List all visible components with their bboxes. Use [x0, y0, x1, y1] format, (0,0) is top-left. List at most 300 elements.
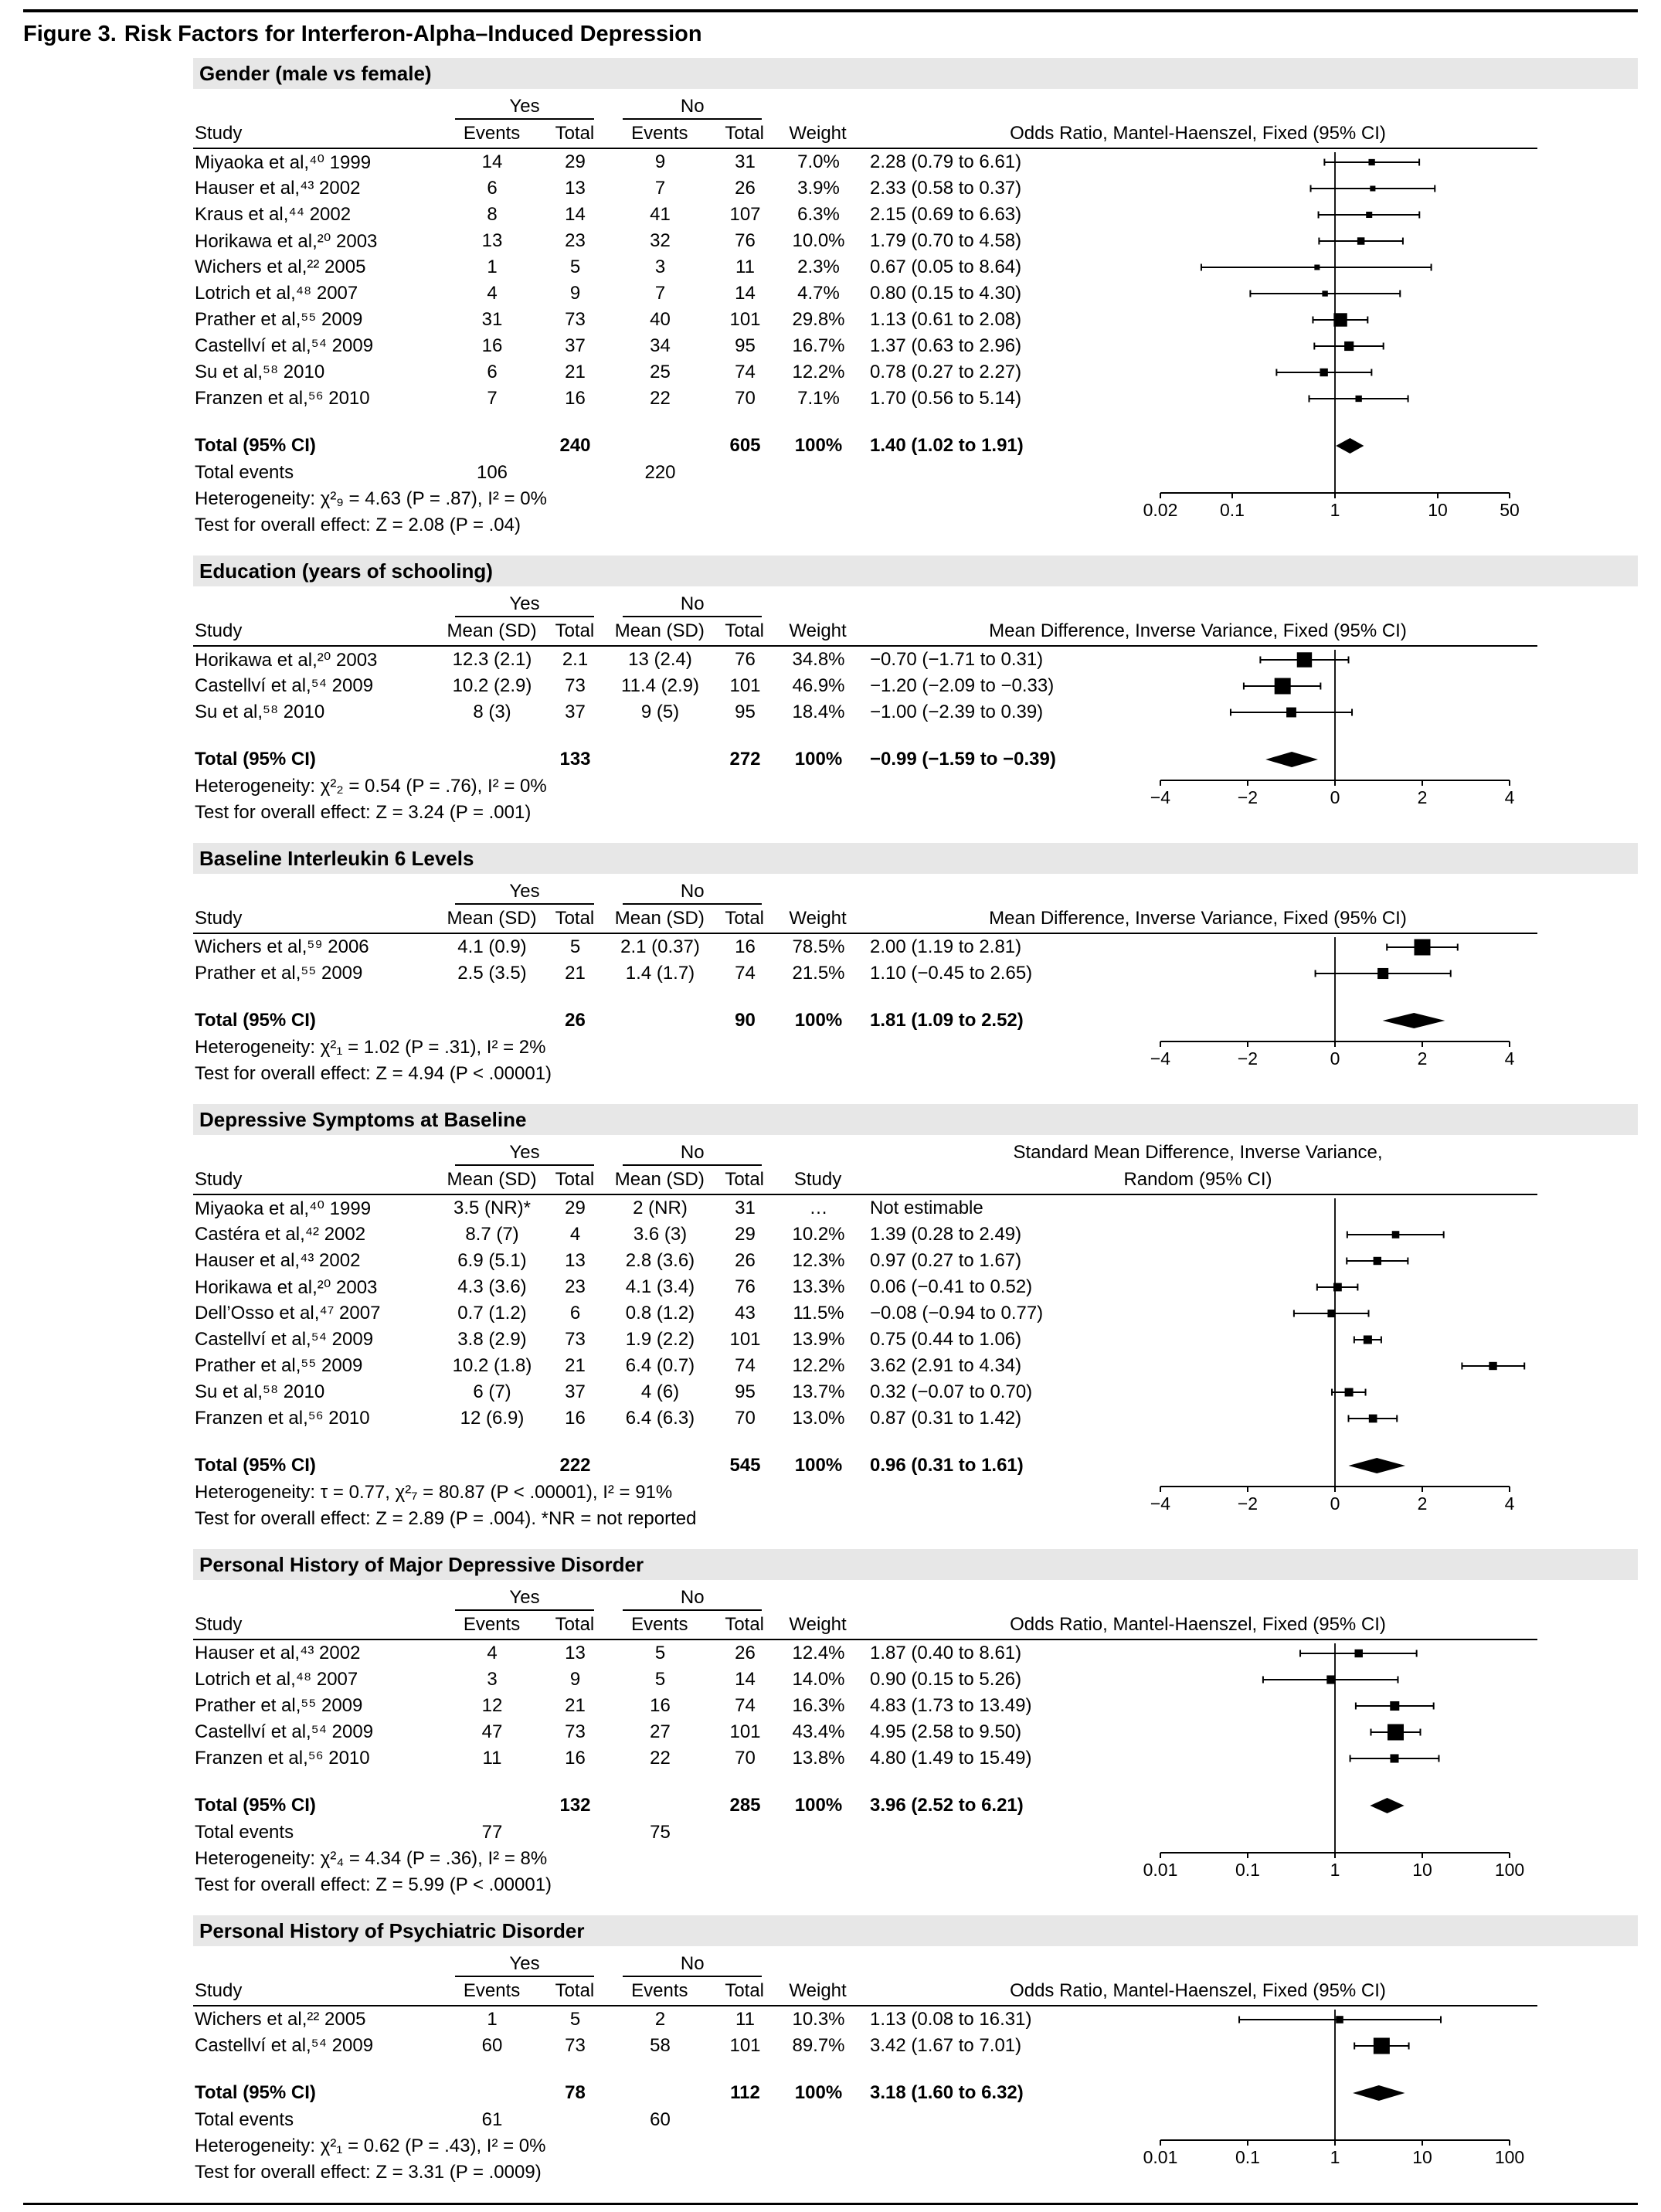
total-events-row — [193, 1820, 1537, 1846]
column-header-1: Events — [463, 1980, 521, 2001]
group2-total: 101 — [729, 309, 761, 330]
column-header-1: Mean (SD) — [447, 1169, 537, 1190]
weight-value: 7.0% — [797, 151, 840, 172]
study-row — [193, 1693, 1537, 1719]
column-header-0: Study — [195, 908, 243, 929]
group2-total: 11 — [735, 257, 755, 277]
group1-value: 1 — [487, 257, 498, 277]
group2-value: 22 — [650, 388, 671, 409]
study-row — [193, 960, 1537, 987]
group-no — [607, 1585, 777, 1611]
study-name: Hauser et al,⁴³ 2002 — [195, 1643, 361, 1663]
effect-estimate-text: 1.87 (0.40 to 8.61) — [870, 1643, 1022, 1663]
spacer-row — [193, 1432, 1537, 1452]
section-header-history-mdd — [193, 1549, 1638, 1580]
study-name: Su et al,⁵⁸ 2010 — [195, 362, 325, 382]
effect-estimate-text: −1.00 (−2.39 to 0.39) — [870, 702, 1044, 722]
group1-value: 10.2 (2.9) — [452, 675, 532, 696]
group2-value: 4.1 (3.4) — [625, 1276, 695, 1297]
group-header-row — [193, 1951, 1537, 1977]
group1-total: 73 — [565, 1329, 586, 1350]
section-title: Baseline Interleukin 6 Levels — [199, 847, 474, 870]
group-no-label: No — [623, 1142, 762, 1166]
panel-body-history-psychiatric — [193, 1951, 1537, 2186]
spacer-row — [193, 412, 1537, 432]
group2-value: 11.4 (2.9) — [621, 675, 699, 696]
group2-value: 5 — [654, 1643, 666, 1663]
group1-value: 12 — [481, 1695, 503, 1716]
panel-body-education — [193, 591, 1537, 826]
column-header-5: Weight — [789, 908, 847, 929]
effect-estimate-text: −0.08 (−0.94 to 0.77) — [870, 1303, 1044, 1323]
study-name: Prather et al,⁵⁵ 2009 — [195, 963, 363, 984]
section-header-education — [193, 556, 1638, 586]
group2-value: 25 — [650, 362, 671, 382]
group2-value: 5 — [654, 1669, 666, 1690]
group1-total: 16 — [565, 1408, 586, 1429]
study-row — [193, 647, 1537, 673]
axis-tick-label: 10 — [1412, 2146, 1432, 2167]
panel-body-history-mdd — [193, 1585, 1537, 1898]
total-weight: 100% — [794, 749, 843, 770]
study-name: Miyaoka et al,⁴⁰ 1999 — [195, 151, 372, 173]
weight-value: 6.3% — [797, 204, 840, 225]
effect-estimate-text: 0.80 (0.15 to 4.30) — [870, 283, 1022, 304]
weight-value: 4.7% — [797, 283, 840, 304]
group1-total: 2.1 — [562, 649, 589, 670]
group1-total: 9 — [569, 1669, 581, 1690]
section-title: Personal History of Psychiatric Disorder — [199, 1919, 585, 1942]
axis-tick-label: −2 — [1237, 787, 1258, 807]
group-yes-label: Yes — [455, 1142, 594, 1166]
study-row — [193, 1274, 1537, 1300]
total-group1-n: 222 — [559, 1455, 591, 1476]
bottom-rule — [23, 2203, 1638, 2205]
study-name: Castellví et al,⁵⁴ 2009 — [195, 675, 374, 696]
effect-estimate-text: −0.70 (−1.71 to 0.31) — [870, 649, 1044, 670]
total-effect-text: 0.96 (0.31 to 1.61) — [870, 1455, 1024, 1476]
study-name: Prather et al,⁵⁵ 2009 — [195, 1355, 363, 1376]
group2-value: 16 — [650, 1695, 671, 1716]
group2-total: 16 — [735, 936, 756, 957]
total-row — [193, 432, 1537, 460]
group2-total: 29 — [735, 1224, 756, 1245]
effect-estimate-text: Not estimable — [870, 1198, 983, 1218]
group1-total: 13 — [565, 178, 586, 199]
axis-tick-label: 2 — [1417, 1493, 1428, 1514]
column-header-2: Total — [555, 1614, 595, 1635]
column-header-3: Events — [631, 1980, 688, 2001]
group-no — [607, 591, 777, 617]
weight-value: 12.2% — [792, 362, 845, 382]
group1-value: 10.2 (1.8) — [452, 1355, 532, 1376]
axis-tick-label: 0.01 — [1143, 2146, 1178, 2167]
effect-estimate-text: 0.90 (0.15 to 5.26) — [870, 1669, 1022, 1690]
column-header-3: Mean (SD) — [614, 908, 705, 929]
group2-total: 26 — [735, 1250, 756, 1271]
group-no-label: No — [623, 593, 762, 617]
effect-estimate-text: 2.28 (0.79 to 6.61) — [870, 151, 1022, 172]
weight-value: 21.5% — [792, 963, 845, 984]
group1-value: 31 — [481, 309, 503, 330]
axis-tick-label: 1 — [1330, 499, 1340, 520]
effect-estimate-text: 2.00 (1.19 to 2.81) — [870, 936, 1022, 957]
section-title: Personal History of Major Depressive Disorder — [199, 1553, 644, 1576]
group1-value: 6 — [487, 178, 498, 199]
weight-value: 10.0% — [792, 230, 845, 251]
group2-total: 26 — [735, 178, 756, 199]
section-header-depressive-symptoms — [193, 1104, 1638, 1135]
group-yes — [442, 878, 608, 905]
group2-total: 26 — [735, 1643, 756, 1663]
axis-tick-label: −4 — [1150, 787, 1171, 807]
group-yes-label: Yes — [455, 881, 594, 905]
total-label: Total (95% CI) — [195, 1010, 316, 1031]
effect-estimate-text: 2.15 (0.69 to 6.63) — [870, 204, 1022, 225]
axis-tick-label: −2 — [1237, 1493, 1258, 1514]
group1-value: 13 — [481, 230, 503, 251]
column-header-0: Study — [195, 1980, 243, 2001]
weight-value: 14.0% — [792, 1669, 845, 1690]
group1-value: 7 — [487, 388, 498, 409]
effect-estimate-text: 2.33 (0.58 to 0.37) — [870, 178, 1022, 199]
group2-total: 31 — [735, 1198, 756, 1218]
study-name: Su et al,⁵⁸ 2010 — [195, 1381, 325, 1402]
group1-total: 9 — [569, 283, 581, 304]
group-no — [607, 878, 777, 905]
group2-total: 76 — [735, 1276, 756, 1297]
overall-test-row — [193, 1506, 1537, 1532]
group1-value: 47 — [481, 1721, 503, 1742]
weight-value: 13.8% — [792, 1748, 845, 1769]
column-header-1: Events — [463, 123, 521, 144]
spacer-row — [193, 725, 1537, 746]
effect-header: Odds Ratio, Mantel-Haenszel, Fixed (95% CI) — [1010, 1980, 1386, 2001]
group-yes-label: Yes — [455, 1953, 594, 1977]
group1-value: 14 — [481, 151, 503, 172]
heterogeneity-text: Heterogeneity: χ²₁ = 0.62 (P = .43), I² = 0% — [195, 2136, 546, 2156]
study-row — [193, 1745, 1537, 1772]
axis-tick-label: 0.01 — [1143, 1859, 1178, 1880]
total-effect-text: 1.40 (1.02 to 1.91) — [870, 435, 1024, 456]
effect-header-line1: Standard Mean Difference, Inverse Variance, — [1013, 1142, 1383, 1163]
study-name: Franzen et al,⁵⁶ 2010 — [195, 1408, 370, 1429]
column-header-1: Events — [463, 1614, 521, 1635]
group2-total: 11 — [735, 2009, 755, 2030]
group1-total: 37 — [565, 1381, 586, 1402]
axis-tick-label: 0.1 — [1235, 2146, 1260, 2167]
total-label: Total (95% CI) — [195, 1455, 316, 1476]
weight-value: 12.3% — [792, 1250, 845, 1271]
group1-total: 73 — [565, 675, 586, 696]
study-name: Hauser et al,⁴³ 2002 — [195, 178, 361, 199]
total-events-group1: 61 — [481, 2109, 503, 2130]
column-header-2: Total — [555, 123, 595, 144]
effect-estimate-text: 1.79 (0.70 to 4.58) — [870, 230, 1022, 251]
group1-total: 21 — [565, 1355, 586, 1376]
study-row — [193, 228, 1537, 254]
group1-value: 1 — [487, 2009, 498, 2030]
group1-value: 6 — [487, 362, 498, 382]
column-header-row — [193, 1611, 1537, 1640]
group-header-row — [193, 591, 1537, 617]
group1-value: 6 (7) — [473, 1381, 511, 1402]
group2-total: 31 — [735, 151, 756, 172]
group2-value: 34 — [650, 335, 671, 356]
total-group2-n: 285 — [729, 1795, 761, 1816]
study-row — [193, 1405, 1537, 1432]
axis-tick-label: −4 — [1150, 1493, 1171, 1514]
effect-estimate-text: 0.87 (0.31 to 1.42) — [870, 1408, 1022, 1429]
group2-total: 76 — [735, 230, 756, 251]
group2-value: 2.1 (0.37) — [620, 936, 700, 957]
study-name: Kraus et al,⁴⁴ 2002 — [195, 204, 352, 225]
total-events-group1: 106 — [476, 462, 508, 483]
effect-estimate-text: 1.39 (0.28 to 2.49) — [870, 1224, 1022, 1245]
group1-value: 0.7 (1.2) — [457, 1303, 527, 1323]
group1-total: 23 — [565, 1276, 586, 1297]
weight-value: 18.4% — [792, 702, 845, 722]
column-header-row — [193, 617, 1537, 647]
study-name: Wichers et al,⁵⁹ 2006 — [195, 936, 369, 957]
group1-value: 4 — [487, 283, 498, 304]
group-yes — [442, 591, 608, 617]
column-header-0: Study — [195, 1614, 243, 1635]
study-name: Horikawa et al,²⁰ 2003 — [195, 649, 378, 671]
weight-value: 43.4% — [792, 1721, 845, 1742]
study-row — [193, 1379, 1537, 1405]
group2-value: 2 — [654, 2009, 666, 2030]
study-row — [193, 699, 1537, 725]
study-name: Horikawa et al,²⁰ 2003 — [195, 1276, 378, 1298]
group1-value: 12 (6.9) — [460, 1408, 525, 1429]
study-name: Lotrich et al,⁴⁸ 2007 — [195, 283, 358, 304]
weight-value: 3.9% — [797, 178, 840, 199]
axis-tick-label: 10 — [1412, 1859, 1432, 1880]
forest-plot-panels — [193, 58, 1638, 2186]
overall-test-text: Test for overall effect: Z = 3.31 (P = .0009) — [195, 2162, 542, 2183]
total-group2-n: 272 — [729, 749, 761, 770]
overall-test-row — [193, 2159, 1537, 2186]
group1-total: 13 — [565, 1643, 586, 1663]
effect-estimate-text: 0.97 (0.27 to 1.67) — [870, 1250, 1022, 1271]
total-weight: 100% — [794, 435, 843, 456]
total-events-label: Total events — [195, 2109, 294, 2130]
column-header-row — [193, 1977, 1537, 2006]
group1-total: 21 — [565, 362, 586, 382]
column-header-0: Study — [195, 123, 243, 144]
column-header-3: Mean (SD) — [614, 1169, 705, 1190]
axis-tick-label: 0 — [1330, 1048, 1340, 1069]
group1-value: 2.5 (3.5) — [457, 963, 527, 984]
group2-value: 2 (NR) — [633, 1198, 688, 1218]
overall-test-text: Test for overall effect: Z = 2.89 (P = .004). *NR = not reported — [195, 1508, 697, 1529]
group2-value: 4 (6) — [640, 1381, 680, 1402]
column-header-row — [193, 905, 1537, 934]
weight-value: 78.5% — [792, 936, 845, 957]
total-row — [193, 1007, 1537, 1035]
total-events-label: Total events — [195, 1822, 294, 1843]
group1-value: 4.1 (0.9) — [457, 936, 527, 957]
group1-value: 6.9 (5.1) — [457, 1250, 527, 1271]
weight-value: 10.3% — [792, 2009, 845, 2030]
overall-test-text: Test for overall effect: Z = 3.24 (P = .001) — [195, 802, 532, 823]
group-header-row — [193, 878, 1537, 905]
section-header-gender — [193, 58, 1638, 89]
weight-value: 12.2% — [792, 1355, 845, 1376]
group-yes — [442, 1140, 608, 1166]
axis-tick-label: 100 — [1494, 2146, 1525, 2167]
effect-estimate-text: 1.13 (0.61 to 2.08) — [870, 309, 1022, 330]
study-name: Castellví et al,⁵⁴ 2009 — [195, 335, 374, 356]
study-row — [193, 1667, 1537, 1693]
axis-tick-label: 4 — [1504, 1493, 1515, 1514]
heterogeneity-text: Heterogeneity: χ²₉ = 4.63 (P = .87), I² = 0% — [195, 488, 547, 509]
weight-value: 13.0% — [792, 1408, 845, 1429]
group2-total: 95 — [735, 1381, 756, 1402]
group2-value: 2.8 (3.6) — [625, 1250, 695, 1271]
total-group2-n: 90 — [735, 1010, 756, 1031]
group1-value: 3 — [487, 1669, 498, 1690]
group2-total: 74 — [735, 1355, 756, 1376]
heterogeneity-row — [193, 773, 1537, 800]
group1-total: 5 — [569, 936, 581, 957]
heterogeneity-row — [193, 1035, 1537, 1061]
column-header-4: Total — [725, 1980, 765, 2001]
group2-total: 101 — [729, 1329, 761, 1350]
axis-tick-label: 0 — [1330, 787, 1340, 807]
group-header-row — [193, 93, 1537, 120]
group2-total: 95 — [735, 702, 756, 722]
column-header-5: Weight — [789, 1614, 847, 1635]
column-header-4: Total — [725, 123, 765, 144]
study-name: Franzen et al,⁵⁶ 2010 — [195, 388, 370, 409]
effect-estimate-text: 0.67 (0.05 to 8.64) — [870, 257, 1022, 277]
effect-estimate-text: 4.83 (1.73 to 13.49) — [870, 1695, 1032, 1716]
section-title: Education (years of schooling) — [199, 559, 493, 583]
study-row — [193, 175, 1537, 202]
panel-history-mdd — [193, 1549, 1638, 1898]
group2-value: 1.4 (1.7) — [625, 963, 695, 984]
study-row — [193, 2006, 1537, 2033]
group2-total: 74 — [735, 362, 756, 382]
study-name: Castellví et al,⁵⁴ 2009 — [195, 1721, 374, 1742]
total-effect-text: 1.81 (1.09 to 2.52) — [870, 1010, 1024, 1031]
group2-value: 58 — [650, 2035, 671, 2056]
group1-total: 4 — [569, 1224, 581, 1245]
total-weight: 100% — [794, 1795, 843, 1816]
total-group2-n: 545 — [729, 1455, 761, 1476]
effect-estimate-text: 0.75 (0.44 to 1.06) — [870, 1329, 1022, 1350]
axis-tick-label: 1 — [1330, 1859, 1340, 1880]
axis-tick-label: 4 — [1504, 787, 1515, 807]
group1-value: 8 — [487, 204, 498, 225]
group1-total: 5 — [569, 2009, 581, 2030]
overall-test-row — [193, 800, 1537, 826]
group2-value: 7 — [654, 283, 666, 304]
figure-label: Figure 3. — [23, 22, 117, 46]
group1-total: 73 — [565, 1721, 586, 1742]
study-name: Su et al,⁵⁸ 2010 — [195, 702, 325, 722]
total-weight: 100% — [794, 1010, 843, 1031]
group2-value: 13 (2.4) — [628, 649, 692, 670]
total-weight: 100% — [794, 2082, 843, 2103]
group-no-label: No — [623, 1953, 762, 1977]
group2-value: 41 — [650, 204, 671, 225]
group-yes-label: Yes — [455, 1587, 594, 1611]
study-name: Wichers et al,²² 2005 — [195, 2009, 366, 2030]
group2-total: 101 — [729, 2035, 761, 2056]
group2-value: 7 — [654, 178, 666, 199]
total-label: Total (95% CI) — [195, 749, 316, 770]
group1-value: 16 — [481, 335, 503, 356]
heterogeneity-text: Heterogeneity: χ²₂ = 0.54 (P = .76), I² = 0% — [195, 776, 547, 797]
group2-value: 6.4 (0.7) — [625, 1355, 695, 1376]
group2-value: 9 — [654, 151, 666, 172]
group-no — [607, 93, 777, 120]
total-label: Total (95% CI) — [195, 1795, 316, 1816]
column-header-2: Total — [555, 620, 595, 641]
group-no-label: No — [623, 96, 762, 120]
column-header-5: Weight — [789, 620, 847, 641]
axis-tick-label: 10 — [1428, 499, 1448, 520]
spacer-row — [193, 1772, 1537, 1792]
column-header-5: Weight — [789, 123, 847, 144]
group1-total: 29 — [565, 151, 586, 172]
section-title: Gender (male vs female) — [199, 62, 432, 85]
weight-value: 89.7% — [792, 2035, 845, 2056]
group1-total: 14 — [565, 204, 586, 225]
overall-test-row — [193, 512, 1537, 539]
study-row — [193, 1640, 1537, 1667]
top-rule — [23, 9, 1638, 12]
axis-tick-label: 0.02 — [1143, 499, 1178, 520]
weight-value: … — [809, 1198, 828, 1218]
study-name: Castéra et al,⁴² 2002 — [195, 1224, 366, 1245]
group1-value: 3.8 (2.9) — [457, 1329, 527, 1350]
axis-tick-label: 2 — [1417, 787, 1428, 807]
column-header-1: Mean (SD) — [447, 908, 537, 929]
group1-value: 60 — [481, 2035, 503, 2056]
effect-estimate-text: 3.62 (2.91 to 4.34) — [870, 1355, 1022, 1376]
weight-value: 11.5% — [793, 1303, 844, 1323]
group1-total: 37 — [565, 335, 586, 356]
group-yes — [442, 93, 608, 120]
group1-total: 73 — [565, 2035, 586, 2056]
study-row — [193, 359, 1537, 386]
study-name: Prather et al,⁵⁵ 2009 — [195, 309, 363, 330]
panel-body-depressive-symptoms — [193, 1140, 1537, 1532]
axis-tick-label: −4 — [1150, 1048, 1171, 1069]
group2-value: 27 — [650, 1721, 671, 1742]
weight-value: 10.2% — [792, 1224, 845, 1245]
study-row — [193, 386, 1537, 412]
group1-value: 8.7 (7) — [465, 1224, 519, 1245]
study-row — [193, 307, 1537, 333]
effect-header: Random (95% CI) — [1123, 1169, 1272, 1190]
weight-value: 46.9% — [792, 675, 845, 696]
group1-total: 16 — [565, 388, 586, 409]
effect-header: Odds Ratio, Mantel-Haenszel, Fixed (95% CI) — [1010, 123, 1386, 144]
axis-tick-label: 1 — [1330, 2146, 1340, 2167]
group1-total: 16 — [565, 1748, 586, 1769]
group1-total: 21 — [565, 1695, 586, 1716]
study-row — [193, 1353, 1537, 1379]
effect-estimate-text: 0.06 (−0.41 to 0.52) — [870, 1276, 1033, 1297]
axis-tick-label: 50 — [1500, 499, 1520, 520]
overall-test-text: Test for overall effect: Z = 5.99 (P < .00001) — [195, 1874, 552, 1895]
group2-total: 74 — [735, 963, 756, 984]
